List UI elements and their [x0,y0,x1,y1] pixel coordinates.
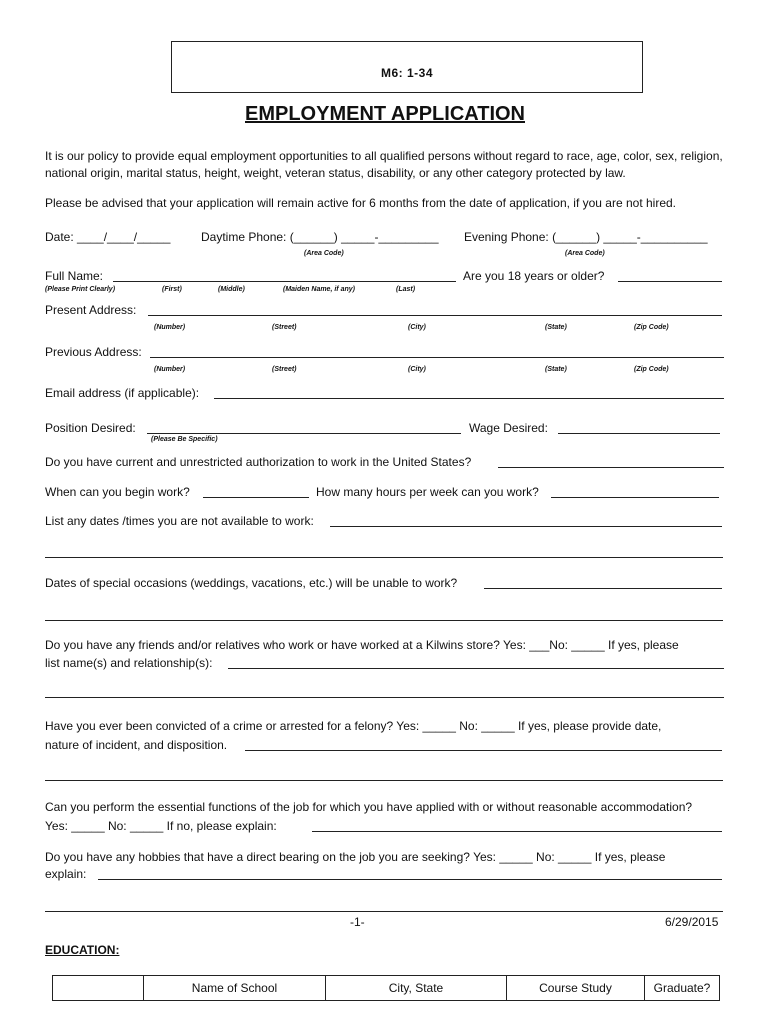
street-hint: (Street) [272,366,297,373]
unavailable-question: List any dates /times you are not available to work: [45,514,314,528]
authorization-field[interactable] [498,467,724,468]
friends-question-cont: list name(s) and relationship(s): [45,656,213,670]
crime-field-line[interactable] [45,780,723,781]
present-address-label: Present Address: [45,303,137,317]
table-header-cell: Name of School [144,976,326,1001]
last-name-hint: (Last) [396,286,416,293]
age-answer-field[interactable] [618,281,722,282]
unavailable-field-line[interactable] [45,557,723,558]
hours-field[interactable] [551,497,719,498]
unavailable-field[interactable] [330,526,722,527]
full-name-label: Full Name: [45,269,104,283]
hobbies-question: Do you have any hobbies that have a direct bearing on the job you are seeking? Yes: _____ No: _____ If yes, please [45,850,666,864]
policy-statement: It is our policy to provide equal employment opportunities to all qualified persons without regard to race, age, color, sex, religion, national origin, marital status, height, weight, veteran status, disability, or any other category protected by law. [45,149,723,180]
position-label: Position Desired: [45,421,136,435]
begin-field[interactable] [203,497,309,498]
first-name-hint: (First) [162,286,182,293]
page-number: -1- [350,915,365,929]
evening-phone-field[interactable]: Evening Phone: (______) _____-__________ [464,230,708,244]
friends-field-line[interactable] [45,697,724,698]
state-hint: (State) [545,324,567,331]
city-hint: (City) [408,366,426,373]
email-label: Email address (if applicable): [45,386,200,400]
functions-question-cont: Yes: _____ No: _____ If no, please explain: [45,819,277,833]
hobbies-field[interactable] [98,879,722,880]
wage-field[interactable] [558,433,720,434]
form-id: M6: 1-34 [380,66,434,80]
education-heading: EDUCATION: [45,943,120,957]
present-address-field[interactable] [148,315,722,316]
maiden-name-hint: (Maiden Name, if any) [283,286,355,293]
table-header-cell: Course Study [507,976,645,1001]
friends-field[interactable] [228,668,724,669]
page-title: EMPLOYMENT APPLICATION [245,103,525,125]
crime-question-cont: nature of incident, and disposition. [45,738,228,752]
education-table [52,975,720,1001]
position-hint: (Please Be Specific) [151,436,218,443]
number-hint: (Number) [154,324,186,331]
table-header-cell [53,976,144,1001]
state-hint: (State) [545,366,567,373]
crime-question: Have you ever been convicted of a crime or arrested for a felony? Yes: _____ No: _____ If yes, please provide date, [45,719,662,733]
hobbies-field-line[interactable] [45,911,723,912]
table-row [53,976,720,1001]
position-field[interactable] [147,433,461,434]
table-header-cell: Graduate? [645,976,720,1001]
begin-question: When can you begin work? [45,485,190,499]
crime-field[interactable] [245,750,722,751]
active-notice: Please be advised that your application will remain active for 6 months from the date of application, if you are not hired. [45,196,677,210]
zip-hint: (Zip Code) [634,366,669,373]
revision-date: 6/29/2015 [665,915,719,929]
zip-hint: (Zip Code) [634,324,669,331]
functions-field[interactable] [312,831,722,832]
hours-question: How many hours per week can you work? [316,485,539,499]
friends-question: Do you have any friends and/or relatives who work or have worked at a Kilwins store? Yes: ___No: _____ If yes, please [45,638,679,652]
previous-address-field[interactable] [150,357,724,358]
occasions-field[interactable] [484,588,722,589]
print-clearly-hint: (Please Print Clearly) [45,286,116,293]
daytime-phone-field[interactable]: Daytime Phone: (______) _____-_________ [201,230,439,244]
age-question: Are you 18 years or older? [463,269,605,283]
date-field[interactable]: Date: ____/____/_____ [45,230,171,244]
occasions-question: Dates of special occasions (weddings, vacations, etc.) will be unable to work? [45,576,458,590]
area-code-hint: (Area Code) [304,250,344,257]
occasions-field-line[interactable] [45,620,723,621]
area-code-hint: (Area Code) [565,250,605,257]
previous-address-label: Previous Address: [45,345,142,359]
form-id-box [171,41,643,93]
number-hint: (Number) [154,366,186,373]
email-field[interactable] [214,398,724,399]
wage-label: Wage Desired: [469,421,548,435]
authorization-question: Do you have current and unrestricted authorization to work in the United States? [45,455,472,469]
hobbies-question-cont: explain: [45,867,87,881]
middle-name-hint: (Middle) [218,286,245,293]
table-header-cell: City, State [326,976,507,1001]
functions-question: Can you perform the essential functions of the job for which you have applied with or without reasonable accommodation? [45,800,693,814]
full-name-field[interactable] [113,281,456,282]
street-hint: (Street) [272,324,297,331]
city-hint: (City) [408,324,426,331]
